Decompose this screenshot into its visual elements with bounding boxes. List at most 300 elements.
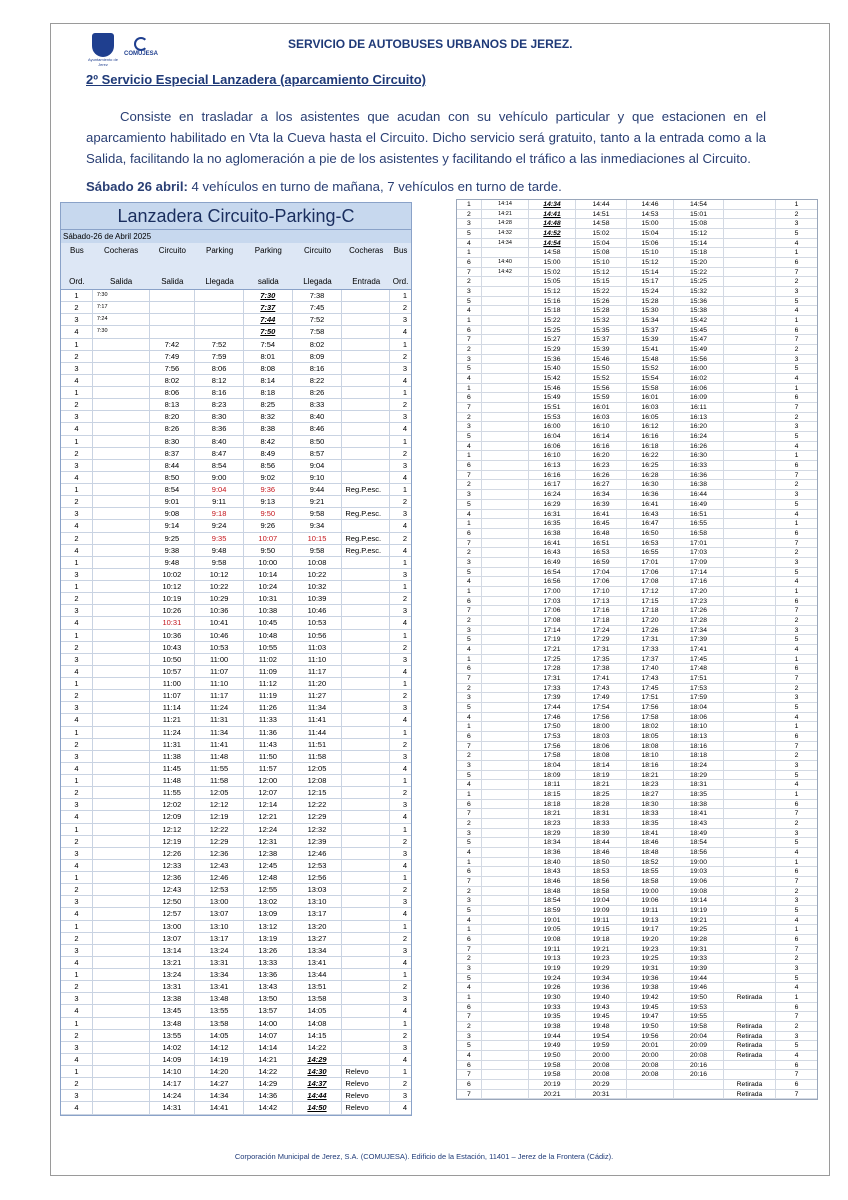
table-cell: 18:58 [576,887,627,896]
table-cell: 19:19 [529,964,576,973]
table-cell: 11:17 [293,666,343,677]
table-cell: 18:23 [529,819,576,828]
table-cell [724,954,776,963]
table-cell: 9:01 [150,496,196,507]
table-cell [342,569,390,580]
table-cell: 19:49 [529,1041,576,1050]
table-cell: 17:12 [627,587,674,596]
table-cell: 11:14 [150,702,196,713]
table-cell [93,921,150,932]
table-cell: 3 [402,315,407,325]
table-cell: 11:57 [244,763,293,774]
table-cell: 7 [794,607,799,615]
table-cell: 2 [457,887,482,896]
table-cell [724,248,776,257]
table-cell: 15:42 [674,316,724,325]
table-cell: 9:35 [195,533,244,544]
table-cell [93,993,150,1004]
table-cell: 18:59 [529,906,576,915]
table-cell [93,860,150,871]
table-cell: 15:25 [529,326,576,335]
table-cell: 1 [61,581,93,592]
left-table-row [61,1018,411,1030]
table-cell [342,593,390,604]
table-cell: 10:38 [244,605,293,616]
table-cell: 16:12 [627,422,674,431]
left-table-row [61,326,411,338]
table-cell: 14:48 [529,219,576,228]
table-cell: 15:48 [627,355,674,364]
table-cell: 15:51 [529,403,576,412]
table-cell: 1 [402,436,407,446]
table-cell: 12:22 [195,824,244,835]
table-cell: 3 [61,993,93,1004]
table-cell: 4 [61,957,93,968]
table-cell [482,616,529,625]
table-cell: 19:19 [674,906,724,915]
table-cell: 16:03 [627,403,674,412]
table-cell: 10:26 [150,605,196,616]
right-table-row [457,345,817,355]
table-cell: 6 [457,800,482,809]
left-table-row [61,472,411,484]
table-cell: 16:49 [529,558,576,567]
table-cell: 10:56 [293,630,343,641]
left-table-row [61,1042,411,1054]
table-cell [724,393,776,402]
table-cell: 19:43 [576,1003,627,1012]
table-cell [724,684,776,693]
table-cell: 1 [457,519,482,528]
left-table-row [61,945,411,957]
table-cell: 1 [61,678,93,689]
table-cell: 15:18 [529,306,576,315]
table-cell: 10:22 [195,581,244,592]
table-cell: 15:28 [576,306,627,315]
table-cell: 19:08 [674,887,724,896]
table-cell [482,606,529,615]
table-cell: 18:48 [627,848,674,857]
table-cell: 19:53 [674,1003,724,1012]
logo-caption: Ayuntamiento de Jerez [88,57,118,67]
table-cell: 16:41 [576,510,627,519]
table-cell [482,335,529,344]
table-cell: Reg.P.esc. [342,533,390,544]
left-table-row [61,872,411,884]
right-table-row [457,277,817,287]
header-label: Ord. [69,277,85,286]
table-cell: 10:32 [293,581,343,592]
table-cell: 13:07 [195,908,244,919]
left-table-row [61,1054,411,1066]
table-cell: 17:51 [627,693,674,702]
table-cell [342,399,390,410]
table-cell [724,316,776,325]
table-cell: Retirada [724,993,776,1002]
table-cell: 15:26 [576,297,627,306]
right-table-row [457,539,817,549]
right-table-row [457,1022,817,1032]
table-cell: 15:45 [674,326,724,335]
table-cell: 4 [457,848,482,857]
right-table-row [457,616,817,626]
table-cell: 17:20 [627,616,674,625]
table-cell [93,351,150,362]
table-cell: 3 [402,751,407,761]
table-cell [724,751,776,760]
table-cell: 3 [794,694,799,702]
table-cell [724,655,776,664]
table-cell [482,983,529,992]
left-table-row [61,508,411,520]
table-cell: 18:18 [529,800,576,809]
table-cell [93,981,150,992]
table-cell: 12:02 [150,799,196,810]
table-cell [93,496,150,507]
table-cell: 14:54 [674,200,724,209]
table-cell: 3 [61,799,93,810]
table-cell: 4 [61,472,93,483]
left-table-row [61,290,411,302]
table-cell [342,423,390,434]
table-cell: 19:44 [674,974,724,983]
table-cell: 13:26 [244,945,293,956]
table-cell: 13:31 [150,981,196,992]
table-cell [482,1051,529,1060]
table-cell [482,848,529,857]
table-cell: 1 [61,775,93,786]
table-cell [724,858,776,867]
table-cell: 10:43 [150,642,196,653]
table-cell: 7:52 [195,339,244,350]
table-cell [724,461,776,470]
table-cell: 16:43 [627,510,674,519]
table-cell: 4 [457,983,482,992]
table-cell: 16:13 [529,461,576,470]
left-table-row [61,593,411,605]
left-header-cell [93,243,150,289]
table-cell: 18:24 [674,761,724,770]
right-table-row [457,393,817,403]
table-cell: 18:23 [627,780,674,789]
table-cell: 15:49 [674,345,724,354]
table-cell [482,393,529,402]
table-cell: 14:34 [529,200,576,209]
table-cell: 18:39 [576,829,627,838]
table-cell: 7 [457,268,482,277]
table-cell: 18:27 [627,790,674,799]
table-cell: 4 [457,916,482,925]
table-cell: 10:50 [150,654,196,665]
table-cell: 10:02 [150,569,196,580]
table-cell [342,290,390,301]
table-cell: 17:38 [576,664,627,673]
table-cell: 16:50 [627,529,674,538]
table-cell [342,630,390,641]
table-cell: 8:16 [293,363,343,374]
table-cell [482,935,529,944]
table-cell [93,460,150,471]
table-cell: 7:49 [150,351,196,362]
table-cell: 9:08 [150,508,196,519]
table-cell: 19:05 [529,925,576,934]
table-cell: Retirada [724,1041,776,1050]
table-cell: 16:23 [576,461,627,470]
table-cell: 1 [61,436,93,447]
table-cell: 18:21 [576,780,627,789]
table-cell: 11:17 [195,690,244,701]
table-cell: 19:09 [576,906,627,915]
left-table-row [61,484,411,496]
table-cell: 2 [402,533,407,543]
table-cell: 7 [457,809,482,818]
table-cell [724,548,776,557]
table-cell: 19:39 [674,964,724,973]
table-cell: 13:14 [150,945,196,956]
table-cell [724,964,776,973]
table-cell [482,519,529,528]
table-cell: 5 [457,635,482,644]
table-cell [93,666,150,677]
left-table-row [61,642,411,654]
table-cell: 9:14 [150,520,196,531]
left-table-row [61,775,411,787]
table-cell: 17:24 [576,626,627,635]
table-cell: 2 [402,351,407,361]
table-cell [482,558,529,567]
table-cell: 14:00 [244,1018,293,1029]
table-cell: 1 [794,384,799,392]
table-cell: 1 [402,557,407,567]
table-cell [482,945,529,954]
table-cell: 17:54 [576,703,627,712]
left-table-row [61,811,411,823]
right-table-row [457,771,817,781]
table-cell: Retirada [724,1051,776,1060]
table-cell [627,1090,674,1099]
table-cell [93,824,150,835]
table-cell: 1 [61,290,93,301]
table-cell: 19:38 [627,983,674,992]
table-cell [724,510,776,519]
table-cell: 2 [402,691,407,701]
table-cell: 8:57 [293,448,343,459]
table-cell: 17:28 [674,616,724,625]
table-cell: 7:17 [93,302,150,313]
table-cell: 4 [402,666,407,676]
table-cell: 14:24 [150,1090,196,1101]
table-cell [93,1102,150,1113]
table-cell [724,306,776,315]
right-table-row [457,655,817,665]
right-table-row [457,239,817,249]
table-cell: 16:45 [576,519,627,528]
table-cell: 14:37 [293,1078,343,1089]
table-cell [93,508,150,519]
table-cell: 1 [402,873,407,882]
table-cell [342,472,390,483]
table-cell: 16:30 [674,451,724,460]
table-cell: 17:03 [529,597,576,606]
table-cell: 17:56 [627,703,674,712]
table-cell: 8:50 [293,436,343,447]
table-cell: 3 [402,848,407,858]
table-cell: 17:20 [674,587,724,596]
table-cell: 18:00 [576,722,627,731]
left-table-row [61,302,411,314]
table-cell: 1 [794,790,799,798]
table-cell: 19:23 [627,945,674,954]
table-cell: 7:50 [244,326,293,337]
table-cell: 8:06 [195,363,244,374]
table-cell: 4 [402,545,407,555]
table-cell: 10:36 [195,605,244,616]
table-cell: 13:45 [150,1005,196,1016]
table-cell: 17:06 [627,568,674,577]
table-cell: 15:54 [627,374,674,383]
right-table-row [457,703,817,713]
table-cell: 4 [457,713,482,722]
table-cell [93,630,150,641]
table-cell [482,577,529,586]
table-cell: 5 [794,636,799,644]
table-cell: 9:11 [195,496,244,507]
table-cell: 17:03 [674,548,724,557]
table-cell: 19:03 [674,867,724,876]
table-cell: 4 [457,442,482,451]
table-cell [342,351,390,362]
table-cell: 1 [794,452,799,460]
table-cell: 6 [794,732,799,740]
table-cell: 17:31 [529,674,576,683]
right-table-row [457,925,817,935]
table-cell: 19:30 [529,993,576,1002]
table-cell: 5 [794,433,799,441]
table-cell: 16:51 [576,539,627,548]
table-cell: 3 [794,423,799,431]
right-table-row [457,268,817,278]
table-cell [482,858,529,867]
table-cell: 14:58 [576,219,627,228]
table-cell [93,727,150,738]
right-table-row [457,790,817,800]
right-table-row [457,432,817,442]
table-cell: 16:53 [576,548,627,557]
left-table-row [61,411,411,423]
left-table-row [61,496,411,508]
table-cell: 14:12 [195,1042,244,1053]
table-cell: 1 [457,655,482,664]
table-cell: 1 [61,1018,93,1029]
table-cell: 4 [402,1054,407,1064]
table-cell: 8:14 [244,375,293,386]
right-table-row [457,442,817,452]
table-cell: 14:44 [293,1090,343,1101]
table-cell: 6 [457,732,482,741]
table-cell: 4 [457,577,482,586]
table-cell: 16:33 [674,461,724,470]
table-cell: 15:34 [627,316,674,325]
table-cell [93,484,150,495]
table-cell: 7:38 [293,290,343,301]
table-cell: 11:31 [195,714,244,725]
table-cell [195,326,244,337]
table-cell: 5 [794,297,799,305]
table-cell: 19:46 [674,983,724,992]
table-cell: 4 [402,812,407,822]
table-cell: 17:21 [529,645,576,654]
table-cell: 15:18 [674,248,724,257]
right-table-row [457,674,817,684]
table-cell: 20:04 [674,1032,724,1041]
table-cell: 6 [794,1003,799,1011]
table-cell: 15:12 [529,287,576,296]
table-cell [93,957,150,968]
table-cell [93,411,150,422]
table-cell [724,887,776,896]
table-cell: 14:14 [482,200,529,209]
table-cell: 2 [61,1030,93,1041]
table-cell: 17:37 [627,655,674,664]
table-cell: 18:31 [576,809,627,818]
table-cell [93,714,150,725]
table-cell: 6 [457,326,482,335]
table-cell: 15:05 [529,277,576,286]
right-table-row [457,916,817,926]
table-cell: 17:04 [576,568,627,577]
right-table-row [457,413,817,423]
table-cell: 15:12 [627,258,674,267]
table-cell: 7 [794,268,799,276]
table-cell: 16:24 [529,490,576,499]
table-cell: 19:25 [627,954,674,963]
table-cell: 16:41 [529,539,576,548]
right-table-row [457,722,817,732]
table-cell: 11:10 [293,654,343,665]
table-cell [724,906,776,915]
table-cell [724,645,776,654]
table-cell: 8:13 [150,399,196,410]
table-cell [482,297,529,306]
table-cell: 8:20 [150,411,196,422]
table-cell: 13:20 [293,921,343,932]
table-cell: 19:58 [529,1061,576,1070]
table-cell: 3 [457,1032,482,1041]
table-cell [342,787,390,798]
table-cell: 14:34 [195,1090,244,1101]
right-table-row [457,780,817,790]
table-cell: 12:00 [244,775,293,786]
table-cell: 15:28 [627,297,674,306]
table-cell: 15:27 [529,335,576,344]
table-cell: 15:12 [674,229,724,238]
table-cell: 9:38 [150,545,196,556]
table-cell: 10:24 [244,581,293,592]
table-cell: 17:53 [529,732,576,741]
table-cell: 15:39 [576,345,627,354]
table-cell: 5 [794,907,799,915]
table-cell: 15:14 [627,268,674,277]
table-cell: 4 [61,860,93,871]
table-cell [724,480,776,489]
table-cell: 2 [402,739,407,749]
right-table-row [457,964,817,974]
table-cell: 19:54 [576,1032,627,1041]
table-cell: 19:36 [627,974,674,983]
table-cell: 12:21 [244,811,293,822]
table-cell: 12:48 [244,872,293,883]
left-table-row [61,654,411,666]
